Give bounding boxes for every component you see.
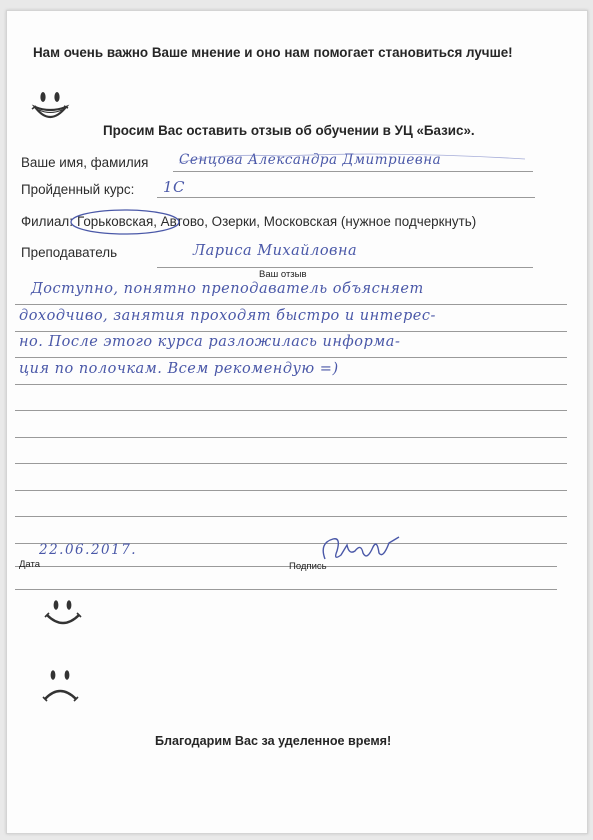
feedback-line-9 — [15, 516, 567, 517]
feedback-text-line: доходчиво, занятия проходят быстро и интерес- — [19, 308, 436, 324]
name-strike-oval — [173, 147, 533, 175]
feedback-text-line: Доступно, понятно преподаватель объясняет — [31, 281, 424, 297]
date-sign-line — [15, 566, 557, 567]
teacher-value: Лариса Михайловна — [193, 243, 358, 259]
course-line — [157, 197, 535, 198]
teacher-label: Преподаватель — [21, 245, 118, 260]
branch-selection-oval — [69, 207, 185, 237]
branch-options: Горьковская, Автово, Озерки, Московская (нужное подчеркнуть) — [77, 214, 477, 229]
course-label: Пройденный курс: — [21, 182, 135, 197]
feedback-label: Ваш отзыв — [259, 269, 307, 280]
smile-face-icon — [41, 591, 85, 635]
request-heading: Просим Вас оставить отзыв об обучении в УЦ «Базис». — [103, 123, 475, 138]
feedback-line-7 — [15, 463, 567, 464]
signature-label: Подпись — [289, 561, 327, 572]
signature-mark — [317, 529, 407, 569]
branch-label: Филиал: — [21, 214, 73, 229]
teacher-line — [157, 267, 533, 268]
grin-face-icon — [29, 85, 73, 129]
feedback-form-sheet — [6, 10, 588, 834]
date-value: 22.06.2017. — [39, 542, 138, 558]
bottom-line — [15, 589, 557, 590]
feedback-line-2 — [15, 331, 567, 332]
feedback-line-8 — [15, 490, 567, 491]
form-title: Нам очень важно Ваше мнение и оно нам помогает становиться лучше! — [33, 45, 513, 60]
feedback-line-5 — [15, 410, 567, 411]
course-value: 1С — [163, 178, 186, 196]
name-label: Ваше имя, фамилия — [21, 155, 149, 170]
feedback-line-4 — [15, 384, 567, 385]
feedback-text-line: ция по полочкам. Всем рекомендую =) — [19, 361, 339, 377]
sad-face-icon — [39, 665, 83, 709]
date-label: Дата — [19, 559, 41, 570]
thanks-text: Благодарим Вас за уделенное время! — [155, 734, 392, 748]
feedback-line-6 — [15, 437, 567, 438]
feedback-line-1 — [15, 304, 567, 305]
name-value: Сенцова Александра Дмитриевна — [179, 152, 442, 168]
feedback-text-line: но. После этого курса разложилась информа- — [19, 334, 401, 350]
feedback-line-3 — [15, 357, 567, 358]
